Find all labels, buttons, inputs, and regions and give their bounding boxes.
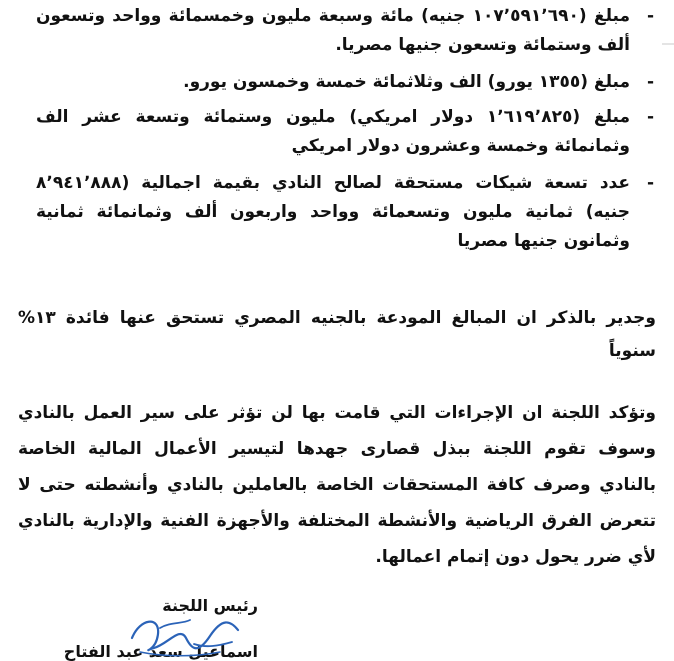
bullet-text: عدد تسعة شيكات مستحقة لصالح النادي بقيمة اجمالية (٨٬٩٤١٬٨٨٨ جنيه) ثمانية مليون وتسعمائة وواحد واربعون ألف وثمانمائة ثمانية وثمانون جنيها مصريا <box>36 173 630 251</box>
list-item <box>36 103 656 161</box>
list-item <box>36 68 656 97</box>
signatory-name: اسماعيل سعد عبد الفتاح <box>63 642 258 661</box>
amounts-list <box>36 2 656 256</box>
committee-statement-paragraph: وتؤكد اللجنة ان الإجراءات التي قامت بها لن تؤثر على سير العمل بالنادي وسوف تقوم اللجنة ببذل قصارى جهدها لتيسير الأعمال المالية الخاصة بالنادي وصرف كافة المستحقات الخاصة بالعاملين بالنادي وأنشطته حتى لا تتعرض الفرق الرياضية والأنشطة المختلفة والأجهزة الفنية والإدارية بالنادي لأي ضرر يحول دون إتمام اعمالها. <box>18 403 656 567</box>
list-item <box>36 2 656 60</box>
bullet-dash: - <box>646 72 654 92</box>
bullet-dash: - <box>646 6 654 26</box>
interest-paragraph: وجدير بالذكر ان المبالغ المودعة بالجنيه المصري تستحق عنها فائدة ١٣% سنوياً <box>18 308 656 361</box>
bullet-text: مبلغ (١٬٦١٩٬٨٢٥ دولار امريكي) مليون وستمائة وتسعة عشر الف وثمانمائة وخمسة وعشرون دولار امريكي <box>36 107 630 156</box>
bullet-text: مبلغ (١٣٥٥ يورو) الف وثلاثمائة خمسة وخمسون يورو. <box>183 72 630 92</box>
bullet-text: مبلغ (١٠٧٬٥٩١٬٦٩٠ جنيه) مائة وسبعة مليون وخمسمائة وواحد وتسعون ألف وستمائة وتسعون جنيها مصريا. <box>36 6 630 55</box>
list-item <box>36 169 656 256</box>
handwritten-signature <box>120 608 250 660</box>
bullet-dash: - <box>646 107 654 127</box>
signature-title: رئيس اللجنة <box>162 596 258 615</box>
bullet-dash: - <box>646 173 654 193</box>
